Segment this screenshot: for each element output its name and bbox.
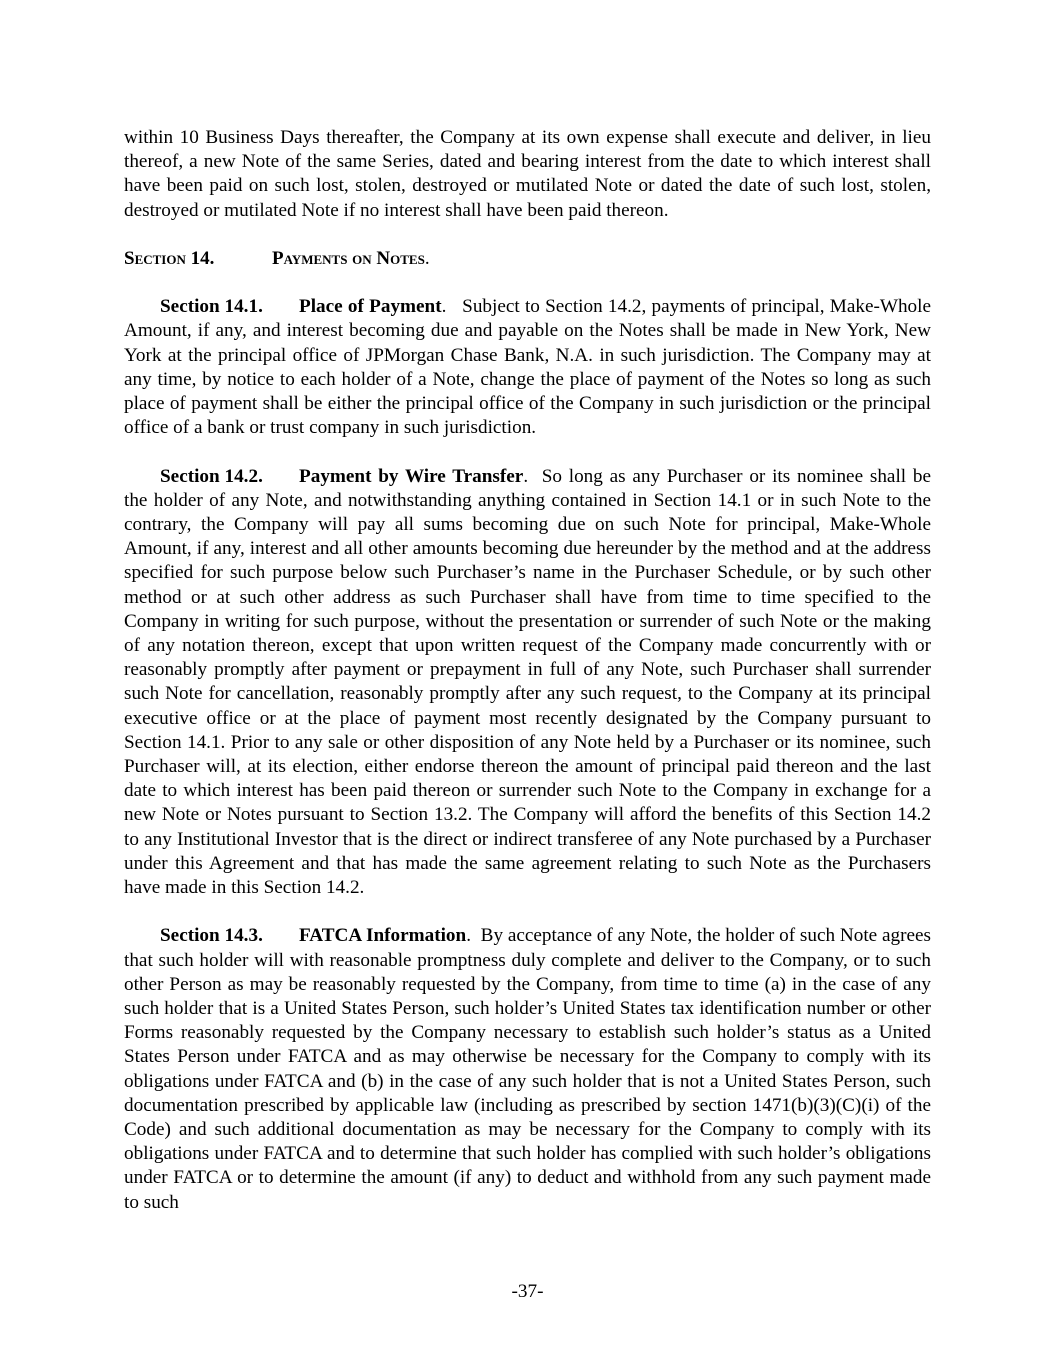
section-heading: [124, 247, 931, 271]
subsection-14-1-body: Subject to Section 14.2, payments of principal, Make-Whole Amount, if any, and interest becoming due and payable on the Notes shall be made in New York, New York at the principal office of JPMorgan Chase Bank, N.A. in such jurisdiction. The Company may at any time, by notice to each holder of a Note, change the place of payment of the Notes so long as such place of payment shall be either the principal office of the Company in such jurisdiction or the principal office of a bank or trust company in such jurisdiction.: [124, 296, 932, 439]
section-number: Section 14.: [124, 247, 215, 269]
document-page: [124, 126, 931, 1215]
subsection-14-1: Section 14.1. Place of Payment. Subject to Section 14.2, payments of principal, Make-Whole Amount, if any, and interest becoming due and payable on the Notes shall be made in New York, New York at the principal office of JPMorgan Chase Bank, N.A. in such jurisdiction. The Company may at any time, by notice to each holder of a Note, change the place of payment of the Notes so long as such place of payment shall be either the principal office of the Company in such jurisdiction or the principal office of a bank or trust company in such jurisdiction.: [124, 296, 932, 439]
continuation-paragraph: within 10 Business Days thereafter, the Company at its own expense shall execute and deliver, in lieu thereof, a new Note of the same Series, dated and bearing interest from the date to which interest shall have been paid on such lost, stolen, destroyed or mutilated Note or dated the date of such lost, stolen, destroyed or mutilated Note if no interest shall have been paid thereon.: [124, 127, 931, 221]
section-title: Payments on Notes: [272, 247, 425, 269]
section-title-period: .: [424, 247, 430, 269]
subsection-14-3-number: Section 14.3.: [160, 925, 263, 947]
subsection-14-3-body: By acceptance of any Note, the holder of such Note agrees that such holder will with reasonable promptness duly complete and deliver to the Company, or to such other Person as may be reasonably requested by the Company, from time to time (a) in the case of any such holder that is a United States Person, such holder’s United States tax identification number or other Forms reasonably requested by the Company necessary to establish such holder’s status as a United States Person under FATCA and as may otherwise be necessary for the Company to comply with its obligations under FATCA and (b) in the case of any such holder that is not a United States Person, such documentation prescribed by applicable law (including as prescribed by section 1471(b)(3)(C)(i) of the Code) and such additional documentation as may be necessary for the Company to comply with its obligations under FATCA and to determine that such holder has complied with such holder’s obligations under FATCA or to determine the amount (if any) to deduct and withhold from any such payment made to such: [124, 925, 932, 1213]
section-title-wrap: [272, 247, 430, 271]
subsection-14-3: Section 14.3. FATCA Information. By acceptance of any Note, the holder of such Note agrees that such holder will with reasonable promptness duly complete and deliver to the Company, or to such other Person as may be reasonably requested by the Company, from time to time (a) in the case of any such holder that is a United States Person, such holder’s United States tax identification number or other Forms reasonably requested by the Company necessary to establish such holder’s status as a United States Person under FATCA and as may otherwise be necessary for the Company to comply with its obligations under FATCA and (b) in the case of any such holder that is not a United States Person, such documentation prescribed by applicable law (including as prescribed by section 1471(b)(3)(C)(i) of the Code) and such additional documentation as may be necessary for the Company to comply with its obligations under FATCA and to determine that such holder has complied with such holder’s obligations under FATCA or to determine the amount (if any) to deduct and withhold from any such payment made to such: [124, 925, 932, 1213]
subsection-14-3-title: FATCA Information: [299, 925, 467, 947]
subsection-14-1-title: Place of Payment: [299, 296, 442, 318]
subsection-14-2-body: So long as any Purchaser or its nominee shall be the holder of any Note, and notwithstanding anything contained in Section 14.1 or in such Note to the contrary, the Company will pay all sums becoming due on such Note for principal, Make-Whole Amount, if any, interest and all other amounts becoming due hereunder by the method and at the address specified for such purpose below such Purchaser’s name in the Purchaser Schedule, or by such other method or at such other address as such Purchaser shall have from time to time specified to the Company in writing for such purpose, without the presentation or surrender of such Note or the making of any notation thereon, except that upon written request of the Company made concurrently with or reasonably promptly after payment or prepayment in full of any Note, such Purchaser shall surrender such Note for cancellation, reasonably promptly after any such request, to the Company at its principal executive office or at the place of payment most recently designated by the Company pursuant to Section 14.1. Prior to any sale or other disposition of any Note held by a Purchaser or its nominee, such Purchaser will, at its election, either endorse thereon the amount of principal paid thereon and the last date to which interest has been paid thereon or surrender such Note to the Company in exchange for a new Note or Notes pursuant to Section 13.2. The Company will afford the benefits of this Section 14.2 to any Institutional Investor that is the direct or indirect transferee of any Note purchased by a Purchaser under this Agreement and that has made the same agreement relating to such Note as the Purchasers have made in this Section 14.2.: [124, 465, 932, 899]
subsection-14-2: Section 14.2. Payment by Wire Transfer. So long as any Purchaser or its nominee shall be the holder of any Note, and notwithstanding anything contained in Section 14.1 or in such Note to the contrary, the Company will pay all sums becoming due on such Note for principal, Make-Whole Amount, if any, interest and all other amounts becoming due hereunder by the method and at the address specified for such purpose below such Purchaser’s name in the Purchaser Schedule, or by such other method or at such other address as such Purchaser shall have from time to time specified to the Company in writing for such purpose, without the presentation or surrender of such Note or the making of any notation thereon, except that upon written request of the Company made concurrently with or reasonably promptly after payment or prepayment in full of any Note, such Purchaser shall surrender such Note for cancellation, reasonably promptly after any such request, to the Company at its principal executive office or at the place of payment most recently designated by the Company pursuant to Section 14.1. Prior to any sale or other disposition of any Note held by a Purchaser or its nominee, such Purchaser will, at its election, either endorse thereon the amount of principal paid thereon and the last date to which interest has been paid thereon or surrender such Note to the Company in exchange for a new Note or Notes pursuant to Section 13.2. The Company will afford the benefits of this Section 14.2 to any Institutional Investor that is the direct or indirect transferee of any Note purchased by a Purchaser under this Agreement and that has made the same agreement relating to such Note as the Purchasers have made in this Section 14.2.: [124, 465, 932, 899]
subsection-14-2-title: Payment by Wire Transfer: [299, 465, 524, 487]
subsection-14-1-number: Section 14.1.: [160, 296, 263, 318]
subsection-14-2-number: Section 14.2.: [160, 465, 263, 487]
page-number: -37-: [511, 1281, 544, 1302]
